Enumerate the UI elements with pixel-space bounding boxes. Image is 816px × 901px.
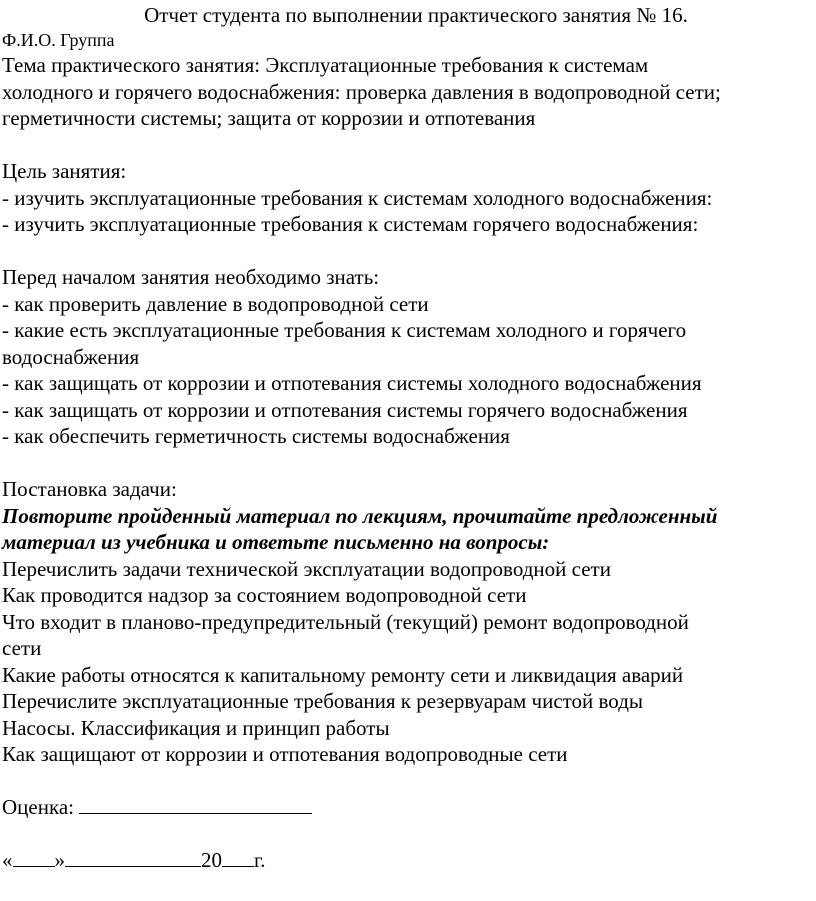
date-year-blank: [222, 848, 254, 867]
topic-line: герметичности системы; защита от коррозии и отпотевания: [2, 106, 536, 130]
date-open-quote: «: [2, 848, 13, 872]
topic-line: холодного и горячего водоснабжения: проверка давления в водопроводной сети;: [2, 79, 721, 104]
task-heading: Постановка задачи:: [2, 477, 177, 501]
prereq-line: водоснабжения: [2, 344, 140, 369]
question-line: Какие работы относятся к капитальному ремонту сети и ликвидация аварий: [2, 662, 684, 687]
goal-item: - изучить эксплуатационные требования к системам горячего водоснабжения:: [2, 212, 699, 236]
date-line: [2, 847, 810, 874]
date-century: 20: [201, 848, 222, 872]
question-line: Как проводится надзор за состоянием водопроводной сети: [2, 583, 527, 607]
spacer: [2, 768, 810, 795]
spacer: [2, 238, 810, 265]
question-line: Перечислите эксплуатационные требования к резервуарам чистой воды: [2, 689, 643, 713]
date-day-blank: [13, 848, 55, 867]
date-suffix: г.: [254, 848, 266, 872]
date-close-quote: »: [54, 848, 65, 872]
question-line: Насосы. Классификация и принцип работы: [2, 715, 390, 740]
goal-heading: Цель занятия:: [2, 159, 127, 183]
topic-line: Тема практического занятия: Эксплуатационные требования к системам: [2, 53, 649, 77]
spacer: [2, 821, 810, 848]
question-line: Перечислить задачи технической эксплуатации водопроводной сети: [2, 556, 611, 581]
goal-item: - изучить эксплуатационные требования к системам холодного водоснабжения:: [2, 185, 713, 210]
task-instruction: Повторите пройденный материал по лекциям, прочитайте предложенный: [2, 503, 718, 528]
spacer: [2, 132, 810, 159]
prereq-heading: Перед началом занятия необходимо знать:: [2, 265, 380, 289]
prereq-line: - как проверить давление в водопроводной сети: [2, 291, 429, 316]
grade-label: Оценка:: [2, 795, 75, 819]
question-line: Что входит в планово-предупредительный (текущий) ремонт водопроводной: [2, 609, 689, 634]
report-title: Отчет студента по выполнении практического занятия № 16.: [144, 3, 688, 27]
prereq-line: - как защищать от коррозии и отпотевания системы горячего водоснабжения: [2, 397, 688, 422]
task-instruction: материал из учебника и ответьте письменно на вопросы:: [2, 530, 550, 554]
date-month-blank: [65, 848, 201, 867]
prereq-line: - какие есть эксплуатационные требования к системам холодного и горячего: [2, 318, 687, 342]
question-line: сети: [2, 636, 42, 660]
grade-blank-field: [79, 795, 312, 814]
spacer: [2, 450, 810, 477]
prereq-line: - как защищать от коррозии и отпотевания системы холодного водоснабжения: [2, 371, 702, 395]
prereq-line: - как обеспечить герметичность системы водоснабжения: [2, 424, 510, 448]
question-line: Как защищают от коррозии и отпотевания водопроводные сети: [2, 742, 568, 766]
student-group-line: Ф.И.О. Группа: [2, 30, 115, 50]
grade-line: [2, 794, 810, 821]
